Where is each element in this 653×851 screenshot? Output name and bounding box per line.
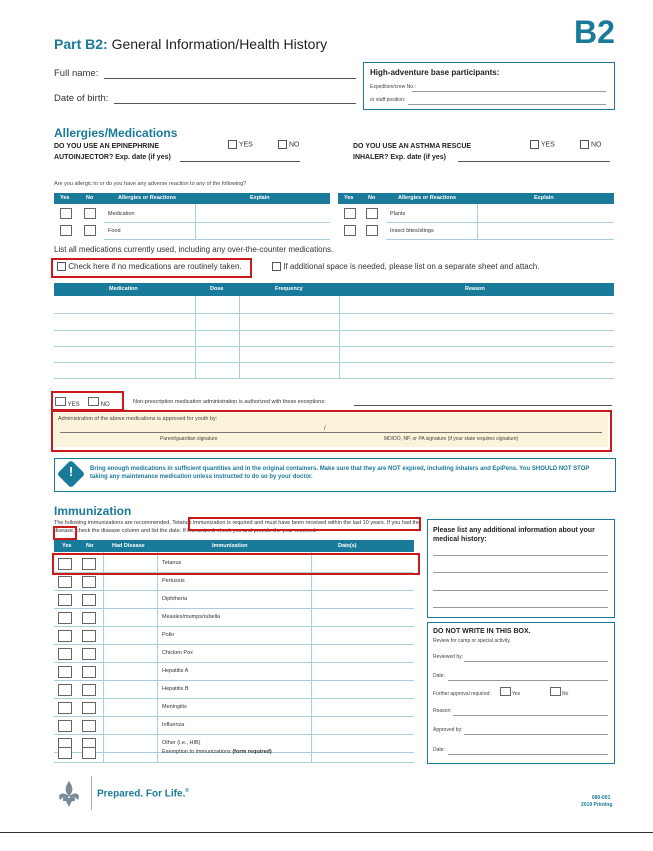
imm-no-checkbox[interactable] [82,684,96,696]
asthma-date-field[interactable] [458,161,610,162]
immunization-name: Tetanus [162,560,182,566]
immunization-name [162,749,272,755]
allergy-row-divider [386,222,614,223]
additional-info-line[interactable] [433,555,608,556]
asthma-yes-checkbox[interactable] [530,140,539,149]
imm-yes-checkbox[interactable] [58,594,72,606]
allergies-section-title: Allergies/Medications [54,126,178,140]
nonrx-yes-checkbox[interactable] [55,397,66,406]
trademark-mark: ® [185,788,190,794]
imm-no-checkbox[interactable] [82,702,96,714]
date-label: Date: [433,673,445,679]
med-col-frequency: Frequency [275,286,303,292]
immunization-name: Meningitis [162,704,187,710]
asthma-no-label: NO [590,141,602,149]
further-no-label: No [562,691,569,697]
imm-no-checkbox[interactable] [82,666,96,678]
med-col-dose: Dose [210,286,224,292]
imm-no-checkbox[interactable] [82,648,96,660]
allergy-yes-checkbox[interactable] [344,225,356,236]
epi-question-line2: AUTOINJECTOR? Exp. date (if yes) [54,154,171,161]
imm-yes-checkbox[interactable] [58,684,72,696]
date2-label: Date: [433,747,445,753]
form-number: 680-001 [592,795,611,801]
further-yes-label: Yes [512,691,521,697]
imm-yes-checkbox[interactable] [58,666,72,678]
med-row[interactable] [54,313,614,314]
reviewed-by-label: Reviewed by: [433,654,464,660]
allergy-item: Food [108,228,121,234]
epi-no-checkbox[interactable] [278,140,287,149]
asthma-yes[interactable] [530,140,555,149]
immunization-name: Other (i.e., HIB) [162,740,201,746]
imm-row-divider [54,644,414,645]
epi-no[interactable] [278,140,299,149]
nonrx-text: Non-prescription medication administration is authorized with these exceptions: [133,399,326,405]
immunization-name: Pertussis [162,578,185,584]
immunization-row [54,718,414,733]
additional-info-box [427,519,615,618]
part-label: Part B2: [54,36,108,52]
allergy-col-yes: Yes [344,195,354,201]
imm-row-divider [54,626,414,627]
imm-col-disease: Had Disease [112,543,145,549]
imm-yes-checkbox[interactable] [58,720,72,732]
immunization-intro-d: If you had the disease, check the disease column and list the date. If immunized, check yes and provide the year received. [54,520,421,534]
immunization-name: Hepatitis A [162,668,189,674]
provider-signature-label: MD/DO, NP, or PA signature (if your state requires signature) [384,436,519,442]
do-not-write-subtitle: Review for camp or special activity. [433,638,511,644]
page-title [54,36,327,52]
asthma-question [353,141,471,163]
full-name-field[interactable] [104,78,356,79]
high-adventure-title: High-adventure base participants: [370,68,500,77]
no-meds-check[interactable] [57,262,242,271]
nonrx-yes[interactable] [55,397,80,408]
admin-approval-area: Administration of the above medications is approved for youth by: / Parent/guardian signature MD/DO, NP, or PA signature (if your state requires signature) [54,413,608,447]
immunization-section-title: Immunization [54,504,132,518]
asthma-no-checkbox[interactable] [580,140,589,149]
immunization-name: Polio [162,632,175,638]
imm-col-yes: Yes [62,543,72,549]
approved-by-field[interactable] [464,734,608,735]
med-col-divider [239,296,240,379]
immunization-row [54,664,414,679]
asthma-no[interactable] [580,140,601,149]
immunization-row [54,646,414,661]
asthma-question-line1: DO YOU USE AN ASTHMA RESCUE [353,143,472,150]
epi-no-label: NO [288,141,300,149]
allergy-item: Plants [390,211,406,217]
immunization-name: Chicken Pox [162,650,193,656]
allergy-no-checkbox[interactable] [84,225,96,236]
immunization-row [54,610,414,625]
imm-row-divider [54,608,414,609]
allergy-row-divider [104,222,330,223]
allergy-item: Medication [108,211,135,217]
imm-yes-checkbox[interactable] [58,702,72,714]
allergy-item: Insect bites/stings [390,228,434,234]
page-bottom-edge [0,832,653,851]
imm-row-divider [54,716,414,717]
asthma-yes-label: YES [540,141,555,149]
immunization-row [54,745,414,760]
imm-row-divider [54,662,414,663]
immunization-row [54,700,414,715]
parent-signature-label: Parent/guardian signature [160,436,218,442]
imm-yes-checkbox[interactable] [58,747,72,759]
epi-question [54,141,171,163]
allergy-question: Are you allergic to or do you have any adverse reaction to any of the following? [54,181,247,187]
exemption-label: Exemption to immunizations [162,749,231,755]
med-col-divider [339,296,340,379]
immunization-name: Hepatitis B [162,686,189,692]
staff-field[interactable] [408,104,606,105]
allergy-yes-checkbox[interactable] [60,208,72,219]
med-col-medication: Medication [109,286,138,292]
immunization-row [54,682,414,697]
reason-field[interactable] [453,715,608,716]
form-badge: B2 [574,14,615,50]
no-meds-label: Check here if no medications are routinely taken. [68,262,242,271]
staff-label: or staff position: [370,97,406,103]
allergy-col-reaction: Allergies or Reactions [118,195,177,201]
immunization-intro-a: The following immunizations are recommended. [54,520,171,526]
nonrx-yes-label: YES [67,402,80,408]
allergy-explain-divider [477,204,478,240]
extra-space-note [272,262,539,271]
epi-question-line1: DO YOU USE AN EPINEPHRINE [54,143,160,150]
imm-no-checkbox[interactable] [82,747,96,759]
exemption-suffix: (form required) [232,749,272,755]
printing-year: 2019 Printing [581,802,613,808]
extra-space-label: If additional space is needed, please list on a separate sheet and attach. [283,262,540,271]
allergy-col-explain: Explain [534,195,554,201]
reviewed-by-field[interactable] [464,661,608,662]
additional-info-line[interactable] [433,607,608,608]
further-approval-label: Further approval required: [433,691,491,697]
imm-no-checkbox[interactable] [82,594,96,606]
additional-info-line[interactable] [433,572,608,573]
additional-info-title: Please list any additional information about your medical history: [433,527,595,543]
allergy-col-no: No [368,195,376,201]
immunization-intro-c: years. [370,520,386,526]
allergy-table-left-header [54,193,330,204]
allergy-explain-divider [195,204,196,240]
imm-yes-checkbox[interactable] [58,648,72,660]
nonrx-no-label: NO [100,402,110,408]
immunization-row [54,574,414,589]
immunization-table-header [54,540,414,552]
nonrx-no[interactable] [88,397,110,408]
allergy-yes-checkbox[interactable] [60,225,72,236]
allergy-table-right-header [338,193,614,204]
do-not-write-title: DO NOT WRITE IN THIS BOX. [433,628,531,635]
med-row[interactable] [54,346,614,347]
date2-field[interactable] [448,754,608,755]
immunization-name: Measles/mumps/rubella [162,614,221,620]
crew-label: Expedition/crew No.: [370,84,416,90]
immunization-intro-b: Tetanus immunization is required and must have been received within the last 10 [172,520,369,526]
imm-col-dates: Date(s) [338,543,357,549]
high-adventure-box [363,62,615,110]
exclamation-icon: ! [68,464,74,479]
immunization-name: Influenza [162,722,185,728]
allergy-row-divider [386,239,614,240]
further-no-checkbox[interactable] [550,687,561,696]
med-list-instruction: List all medications currently used, including any over-the-counter medications. [54,245,334,254]
imm-row-divider [54,680,414,681]
med-row[interactable] [54,362,614,363]
allergy-no-checkbox[interactable] [84,208,96,219]
imm-no-checkbox[interactable] [82,630,96,642]
date-field[interactable] [448,680,608,681]
imm-yes-checkbox[interactable] [58,630,72,642]
med-row[interactable] [54,378,614,379]
allergy-col-reaction: Allergies or Reactions [398,195,457,201]
medication-info-box [54,458,616,492]
allergy-no-checkbox[interactable] [366,225,378,236]
crew-field[interactable] [412,91,606,92]
med-col-divider [195,296,196,379]
imm-no-checkbox[interactable] [82,612,96,624]
allergy-yes-checkbox[interactable] [344,208,356,219]
epi-date-field[interactable] [180,161,300,162]
immunization-row [54,628,414,643]
approved-by-label: Approved by: [433,727,463,733]
medication-info-text: Bring enough medications in sufficient quantities and in the original containers. Make sure that they are NOT expired, including inhalers and EpiPens. You SHOULD NOT STOP taking any maintenance medication unless instructed to do so by your doctor. [90,466,590,480]
imm-col-immunization: Immunization [212,543,248,549]
immunization-name: Diphtheria [162,596,188,602]
asthma-question-line2: INHALER? Exp. date (if yes) [353,154,446,161]
years-highlight [53,526,77,540]
imm-col-no: No [86,543,94,549]
allergy-row-divider [104,239,330,240]
imm-no-checkbox[interactable] [82,720,96,732]
footer-divider [91,776,92,810]
epi-yes-checkbox[interactable] [228,140,237,149]
footer-tagline [97,788,189,799]
nonrx-exceptions-field[interactable] [354,405,612,406]
allergy-col-yes: Yes [60,195,70,201]
tagline-text: Prepared. For Life. [97,788,186,800]
immunization-row [54,592,414,607]
allergy-col-no: No [86,195,94,201]
imm-yes-checkbox[interactable] [58,576,72,588]
tetanus-requirement-highlight [188,517,421,531]
med-table-header [54,283,614,296]
imm-yes-checkbox[interactable] [58,612,72,624]
nonrx-no-checkbox[interactable] [88,397,99,406]
allergy-no-checkbox[interactable] [366,208,378,219]
additional-info-line[interactable] [433,590,608,591]
extra-space-checkbox[interactable] [272,262,281,271]
imm-row-divider [54,762,414,763]
title-text: General Information/Health History [111,36,328,52]
admin-approval-highlight [51,410,612,452]
dob-label: Date of birth: [54,93,109,104]
fleur-de-lis-icon [54,779,84,809]
do-not-write-box [427,622,615,764]
tetanus-row-highlight [52,553,420,575]
allergy-col-explain: Explain [250,195,270,201]
imm-no-checkbox[interactable] [82,576,96,588]
reason-label: Reason: [433,708,452,714]
imm-row-divider [54,590,414,591]
imm-row-divider [54,698,414,699]
further-yes-checkbox[interactable] [500,687,511,696]
no-meds-checkbox[interactable] [57,262,66,271]
med-col-reason: Reason [465,286,485,292]
full-name-label: Full name: [54,68,99,79]
imm-row-divider [54,734,414,735]
epi-yes[interactable] [228,140,253,149]
med-row[interactable] [54,330,614,331]
admin-approval-text: Administration of the above medications is approved for youth by: [58,416,218,422]
dob-field[interactable] [114,103,356,104]
epi-yes-label: YES [238,141,253,149]
